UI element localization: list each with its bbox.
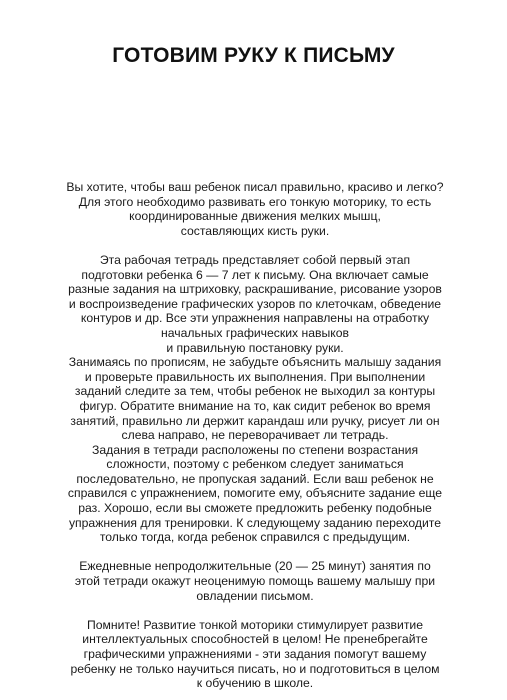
text-line: интеллектуальных способностей в целом! Не пренебрегайте bbox=[82, 632, 428, 647]
text-line: фигур. Обратите внимание на то, как сидит ребенок во время bbox=[79, 398, 431, 413]
text-line: слева направо, не переворачивает ли тетрадь. bbox=[121, 428, 389, 443]
text-line: Ежедневные непродолжительные (20 — 25 минут) занятия по bbox=[79, 559, 431, 574]
text-line: Вы хотите, чтобы ваш ребенок писал правильно, красиво и легко? bbox=[66, 180, 444, 194]
text-line: контуров и др. Все эти упражнения направлены на отработку bbox=[80, 311, 430, 326]
text-line: составляющих кисть руки. bbox=[180, 223, 330, 238]
paragraph-description bbox=[50, 253, 460, 545]
text-line: сложности, поэтому с ребенком следует заниматься bbox=[106, 457, 404, 472]
text-line: разные задания на штриховку, раскрашивание, рисование узоров bbox=[68, 282, 442, 297]
paragraph-daily-practice bbox=[50, 559, 460, 603]
text-line: занятий, правильно ли держит карандаш или ручку, рисует ли он bbox=[70, 413, 440, 428]
text-line: подготовки ребенка 6 — 7 лет к письму. Она включает самые bbox=[81, 267, 429, 282]
text-line: заданий следите за тем, чтобы ребенок не выходил за контуры bbox=[74, 384, 436, 399]
text-line: Занимаясь по прописям, не забудьте объяснить малышу задания bbox=[68, 355, 442, 370]
paragraph-intro bbox=[50, 180, 460, 238]
body-text bbox=[50, 180, 460, 691]
text-line: и воспроизведение графических узоров по клеточкам, обведение bbox=[68, 296, 442, 311]
text-line: Для этого необходимо развивать его тонкую моторику, то есть bbox=[78, 194, 432, 209]
text-line: только тогда, когда ребенок справился с предыдущим. bbox=[99, 530, 411, 545]
text-line: Задания в тетради расположены по степени возрастания bbox=[91, 442, 419, 457]
page-title: ГОТОВИМ РУКУ К ПИСЬМУ bbox=[112, 44, 395, 67]
text-line: графическими упражнениями - эти задания помогут вашему bbox=[83, 647, 427, 661]
text-line: овладении письмом. bbox=[196, 588, 314, 603]
text-line: начальных графических навыков bbox=[161, 325, 349, 340]
text-line: координированные движения мелких мышц, bbox=[129, 209, 381, 224]
text-line: и правильную постановку руки. bbox=[166, 340, 344, 355]
paragraph-gap bbox=[50, 238, 460, 253]
paragraph-gap bbox=[50, 603, 460, 618]
text-line: и проверьте правильность их выполнения. При выполнении bbox=[84, 369, 426, 384]
text-line: Эта рабочая тетрадь представляет собой первый этап bbox=[99, 252, 411, 267]
text-line: этой тетради окажут неоценимую помощь вашему малышу при bbox=[74, 574, 436, 589]
text-line: последовательно, не пропуская заданий. Если ваш ребенок не bbox=[76, 471, 434, 486]
text-line: ребенку не только научиться писать, но и подготовиться в целом bbox=[70, 661, 440, 676]
text-line: Помните! Развитие тонкой моторики стимулирует развитие bbox=[87, 617, 423, 632]
text-line: раз. Хорошо, если вы сможете предложить ребенку подобные bbox=[78, 501, 432, 516]
text-line: справился с упражнением, помогите ему, объясните задание еще bbox=[67, 486, 443, 501]
text-line: к обучению в школе. bbox=[196, 676, 314, 691]
paragraph-gap bbox=[50, 545, 460, 560]
text-line: упражнения для тренировки. К следующему заданию переходите bbox=[68, 515, 442, 530]
paragraph-reminder bbox=[50, 618, 460, 691]
